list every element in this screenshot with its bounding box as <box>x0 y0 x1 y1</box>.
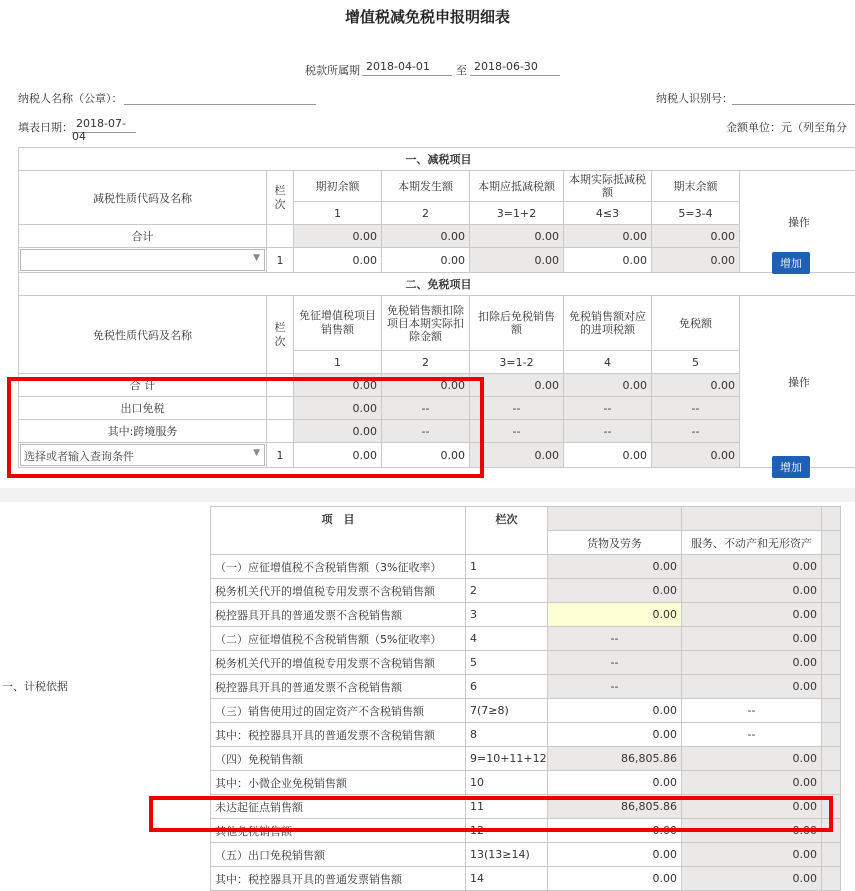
exemption-cell: 0.00 <box>382 374 470 397</box>
basis-goods-cell[interactable]: 0.00 <box>548 699 682 723</box>
reduction-total-2: 0.00 <box>382 225 470 248</box>
period-to-field[interactable] <box>470 60 560 76</box>
page-title: 增值税减免税申报明细表 <box>0 6 855 27</box>
basis-services-cell: 0.00 <box>682 747 822 771</box>
period-to-value: 2018-06-30 <box>474 60 538 73</box>
reduction-op-header: 操作 <box>740 171 855 273</box>
basis-row-name: （五）出口免税销售额 <box>211 843 466 867</box>
basis-side-label: 一、计税依据 <box>2 678 68 694</box>
reduction-lanci-header: 栏次 <box>267 171 294 225</box>
reduction-total-label: 合计 <box>19 225 267 248</box>
basis-row <box>211 867 841 891</box>
basis-row <box>211 843 841 867</box>
exemption-row-label: 合 计 <box>19 374 267 397</box>
basis-row-name: （四）免税销售额 <box>211 747 466 771</box>
basis-goods-cell: 0.00 <box>548 555 682 579</box>
exemption-input-5: 0.00 <box>652 443 740 468</box>
basis-table <box>210 506 841 891</box>
basis-goods-cell: -- <box>548 675 682 699</box>
exemption-input-2[interactable]: 0.00 <box>382 443 470 468</box>
chevron-down-icon: ▼ <box>253 448 260 458</box>
basis-goods-cell: 86,805.86 <box>548 747 682 771</box>
exemption-cell: 0.00 <box>294 397 382 420</box>
basis-row-name: 未达起征点销售额 <box>211 795 466 819</box>
basis-row-name: 税控器具开具的普通发票不含税销售额 <box>211 675 466 699</box>
reduction-num-1: 1 <box>294 202 382 225</box>
reduction-name-header: 减税性质代码及名称 <box>19 171 267 225</box>
period-from-field[interactable] <box>362 60 452 76</box>
basis-row-no: 3 <box>466 603 548 627</box>
basis-row-no: 2 <box>466 579 548 603</box>
taxpayer-id-label: 纳税人识别号： <box>656 90 733 106</box>
reduction-input-3: 0.00 <box>470 248 564 273</box>
basis-row-no: 5 <box>466 651 548 675</box>
exemption-col-4: 免税销售额对应的进项税额 <box>564 296 652 351</box>
basis-services-cell: 0.00 <box>682 675 822 699</box>
basis-goods-cell: 86,805.86 <box>548 795 682 819</box>
basis-row-no: 6 <box>466 675 548 699</box>
basis-row-name: 其中：税控器具开具的普通发票不含税销售额 <box>211 723 466 747</box>
exemption-select-placeholder: 选择或者输入查询条件 <box>24 448 134 464</box>
basis-item-header: 项 目 <box>211 507 466 531</box>
fill-date-value: 2018-07-04 <box>72 117 126 143</box>
basis-goods-cell: -- <box>548 651 682 675</box>
basis-services-cell: 0.00 <box>682 819 822 843</box>
basis-goods-cell[interactable]: 0.00 <box>548 843 682 867</box>
exemption-input-3: 0.00 <box>470 443 564 468</box>
basis-row-no: 4 <box>466 627 548 651</box>
reduction-input-5: 0.00 <box>652 248 740 273</box>
basis-goods-cell[interactable]: 0.00 <box>548 723 682 747</box>
reduction-total-row <box>19 225 855 248</box>
exemption-col-1: 免征增值税项目销售额 <box>294 296 382 351</box>
exemption-cell: -- <box>564 420 652 443</box>
exemption-cell: -- <box>382 420 470 443</box>
basis-lanci-header: 栏次 <box>466 507 548 531</box>
reduction-input-2[interactable]: 0.00 <box>382 248 470 273</box>
period-label: 税款所属期 <box>305 62 360 78</box>
exemption-section-title: 二、免税项目 <box>19 273 855 296</box>
basis-row-name: （二）应征增值税不含税销售额（5%征收率） <box>211 627 466 651</box>
period-to-label: 至 <box>456 62 467 78</box>
basis-row-name: 其中：小微企业免税销售额 <box>211 771 466 795</box>
basis-services-cell: 0.00 <box>682 579 822 603</box>
taxpayer-name-label: 纳税人名称（公章）： <box>18 90 123 106</box>
basis-row-no: 8 <box>466 723 548 747</box>
exemption-num-3: 3=1-2 <box>470 351 564 374</box>
basis-services-header: 服务、不动产和无形资产 <box>682 531 822 555</box>
basis-row <box>211 603 841 627</box>
basis-goods-header: 货物及劳务 <box>548 531 682 555</box>
basis-services-cell: 0.00 <box>682 651 822 675</box>
basis-row <box>211 579 841 603</box>
taxpayer-name-field[interactable] <box>124 90 316 105</box>
unit-label: 金额单位：元（列至角分 <box>726 119 847 135</box>
reduction-input-4[interactable]: 0.00 <box>564 248 652 273</box>
basis-services-cell: 0.00 <box>682 771 822 795</box>
exemption-cell: 0.00 <box>564 374 652 397</box>
basis-services-cell: 0.00 <box>682 603 822 627</box>
basis-row-no: 14 <box>466 867 548 891</box>
reduction-input-1[interactable]: 0.00 <box>294 248 382 273</box>
basis-services-cell[interactable]: -- <box>682 699 822 723</box>
basis-row <box>211 747 841 771</box>
highlight-box <box>149 796 833 832</box>
exemption-col-2: 免税销售额扣除项目本期实际扣除金额 <box>382 296 470 351</box>
reduction-add-button[interactable]: 增加 <box>772 252 810 274</box>
basis-row-name: 税控器具开具的普通发票不含税销售额 <box>211 603 466 627</box>
exemption-cell: 0.00 <box>294 420 382 443</box>
basis-services-cell: 0.00 <box>682 843 822 867</box>
basis-row-name: （一）应征增值税不含税销售额（3%征收率） <box>211 555 466 579</box>
reduction-num-4: 4≤3 <box>564 202 652 225</box>
exemption-cell: 0.00 <box>652 374 740 397</box>
exemption-name-header: 免税性质代码及名称 <box>19 296 267 374</box>
basis-services-cell[interactable]: -- <box>682 723 822 747</box>
section-divider <box>0 488 855 502</box>
highlight-box <box>7 377 484 478</box>
basis-row <box>211 555 841 579</box>
basis-goods-cell[interactable]: 0.00 <box>548 603 682 627</box>
basis-row-no: 11 <box>466 795 548 819</box>
exemption-op-header: 操作 <box>740 296 855 468</box>
exemption-lanci-header: 栏次 <box>267 296 294 374</box>
exemption-input-1[interactable]: 0.00 <box>294 443 382 468</box>
basis-row <box>211 771 841 795</box>
reduction-num-2: 2 <box>382 202 470 225</box>
exemption-num-2: 2 <box>382 351 470 374</box>
basis-row <box>211 699 841 723</box>
basis-row-no: 13(13≥14) <box>466 843 548 867</box>
exemption-cell: -- <box>470 397 564 420</box>
exemption-cell: 0.00 <box>470 374 564 397</box>
basis-row-no: 12 <box>466 819 548 843</box>
basis-goods-cell[interactable]: 0.00 <box>548 771 682 795</box>
basis-services-cell: 0.00 <box>682 627 822 651</box>
basis-goods-cell[interactable]: 0.00 <box>548 867 682 891</box>
exemption-input-row-no: 1 <box>267 443 294 468</box>
basis-services-cell: 0.00 <box>682 555 822 579</box>
exemption-num-1: 1 <box>294 351 382 374</box>
fill-date-label: 填表日期： <box>18 119 73 135</box>
basis-row-name: （三）销售使用过的固定资产不含税销售额 <box>211 699 466 723</box>
reduction-col-2: 本期发生额 <box>382 171 470 202</box>
reduction-num-5: 5=3-4 <box>652 202 740 225</box>
reduction-total-1: 0.00 <box>294 225 382 248</box>
reduction-row-no: 1 <box>267 248 294 273</box>
reduction-total-3: 0.00 <box>470 225 564 248</box>
exemption-col-3: 扣除后免税销售额 <box>470 296 564 351</box>
reduction-section-title: 一、减税项目 <box>19 148 855 171</box>
exemption-cell: -- <box>652 420 740 443</box>
basis-row-no: 1 <box>466 555 548 579</box>
exemption-cell: 0.00 <box>294 374 382 397</box>
exemption-col-5: 免税额 <box>652 296 740 351</box>
exemption-row-label: 出口免税 <box>19 397 267 420</box>
basis-goods-cell: -- <box>548 627 682 651</box>
basis-row <box>211 651 841 675</box>
exemption-num-4: 4 <box>564 351 652 374</box>
taxpayer-id-field[interactable] <box>732 90 855 105</box>
reduction-col-5: 期末余额 <box>652 171 740 202</box>
reduction-input-row <box>19 248 855 273</box>
basis-services-cell: 0.00 <box>682 795 822 819</box>
basis-services-cell: 0.00 <box>682 867 822 891</box>
basis-row <box>211 627 841 651</box>
chevron-down-icon: ▼ <box>253 253 260 263</box>
exemption-cell: -- <box>470 420 564 443</box>
basis-row-name: 其他免税销售额 <box>211 819 466 843</box>
fill-date-field[interactable] <box>72 117 136 133</box>
basis-row-no: 7(7≥8) <box>466 699 548 723</box>
basis-row-name: 其中：税控器具开具的普通发票销售额 <box>211 867 466 891</box>
basis-goods-cell[interactable]: 0.00 <box>548 819 682 843</box>
exemption-cell: -- <box>564 397 652 420</box>
period-from-value: 2018-04-01 <box>366 60 430 73</box>
basis-goods-cell: 0.00 <box>548 579 682 603</box>
reduction-col-1: 期初余额 <box>294 171 382 202</box>
reduction-num-3: 3=1+2 <box>470 202 564 225</box>
basis-row <box>211 723 841 747</box>
basis-row <box>211 675 841 699</box>
exemption-cell: -- <box>382 397 470 420</box>
exemption-row-label: 其中:跨境服务 <box>19 420 267 443</box>
reduction-col-4: 本期实际抵减税额 <box>564 171 652 202</box>
exemption-input-4[interactable]: 0.00 <box>564 443 652 468</box>
exemption-num-5: 5 <box>652 351 740 374</box>
reduction-total-5: 0.00 <box>652 225 740 248</box>
reduction-total-4: 0.00 <box>564 225 652 248</box>
basis-row-name: 税务机关代开的增值税专用发票不含税销售额 <box>211 651 466 675</box>
basis-row-no: 9=10+11+12 <box>466 747 548 771</box>
reduction-col-3: 本期应抵减税额 <box>470 171 564 202</box>
exemption-cell: -- <box>652 397 740 420</box>
basis-row-name: 税务机关代开的增值税专用发票不含税销售额 <box>211 579 466 603</box>
exemption-add-button[interactable]: 增加 <box>772 456 810 478</box>
reduction-code-select[interactable] <box>20 249 265 271</box>
basis-row-no: 10 <box>466 771 548 795</box>
